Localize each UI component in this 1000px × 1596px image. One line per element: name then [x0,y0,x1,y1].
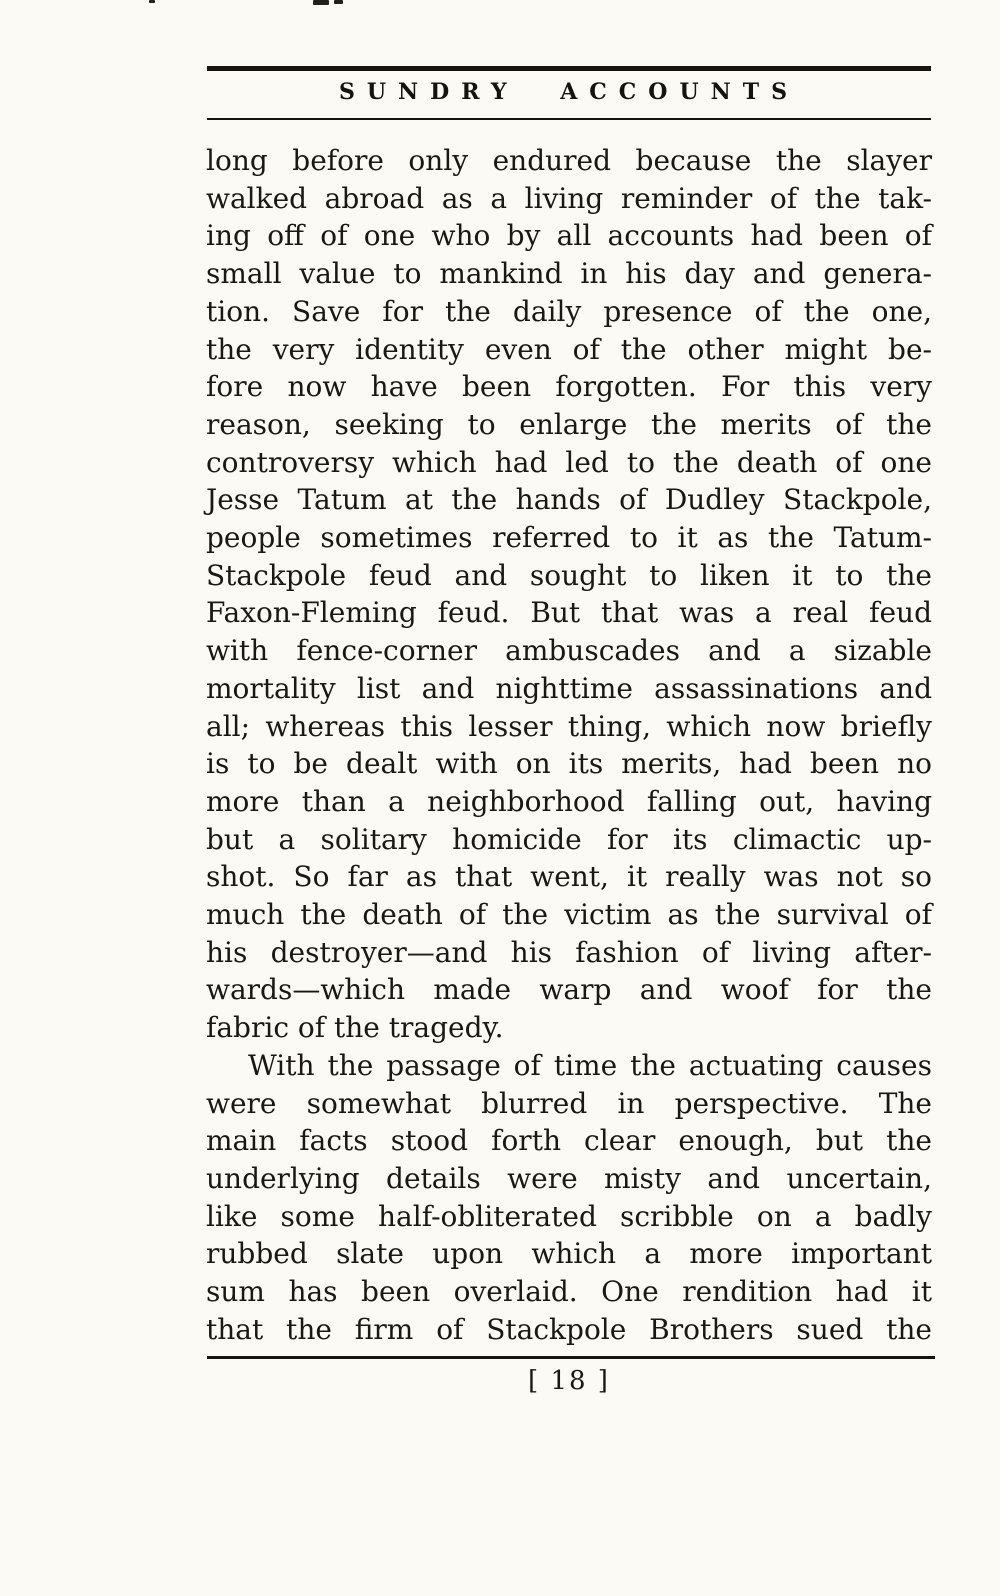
text-line: is to be dealt with on its merits, had been no [206,747,932,781]
text-line: but a solitary homicide for its climactic up- [206,822,932,856]
text-line: all; whereas this lesser thing, which now briefly [206,709,932,743]
text-line: reason, seeking to enlarge the merits of the [206,407,932,441]
text-line: underlying details were misty and uncertain, [206,1161,932,1195]
text-line: like some half-obliterated scribble on a badly [206,1199,932,1233]
text-line: were somewhat blurred in perspective. The [206,1086,932,1120]
text-line: With the passage of time the actuating causes [248,1048,932,1082]
text-line: that the firm of Stackpole Brothers sued the [206,1312,932,1346]
bottom-rule [207,1356,935,1359]
text-line: long before only endured because the slayer [206,144,932,177]
running-header: SUNDRY ACCOUNTS [338,79,800,105]
text-line: people sometimes referred to it as the Tatum- [206,521,932,555]
scan-artifact [313,0,329,5]
text-line: rubbed slate upon which a more important [206,1237,932,1271]
text-line: main facts stood forth clear enough, but the [206,1124,932,1158]
text-line: his destroyer—and his fashion of living after- [206,935,932,969]
text-line: Faxon-Fleming feud. But that was a real feud [206,596,932,630]
text-line: much the death of the victim as the survival of [206,898,932,932]
text-line: mortality list and nighttime assassinations and [206,671,932,705]
text-line: wards—which made warp and woof for the [206,973,932,1007]
text-line: shot. So far as that went, it really was not so [206,860,932,894]
text-line: small value to mankind in his day and genera- [206,257,932,291]
text-line: walked abroad as a living reminder of the tak- [206,181,932,215]
body-text [206,142,932,1349]
top-rule [207,66,931,71]
text-line: Jesse Tatum at the hands of Dudley Stackpole, [206,483,932,517]
text-line: fore now have been forgotten. For this very [206,370,932,404]
text-line: ing off of one who by all accounts had been of [206,219,932,253]
text-line: the very identity even of the other might be- [206,332,932,366]
text-line: controversy which had led to the death of one [206,445,932,479]
header-underline-rule [207,118,931,120]
text-line: more than a neighborhood falling out, having [206,784,932,818]
text-line: tion. Save for the daily presence of the one, [206,294,932,328]
scan-artifact [334,0,343,4]
text-line: Stackpole feud and sought to liken it to the [206,558,932,592]
text-line: with fence-corner ambuscades and a sizable [206,634,932,668]
text-line: fabric of the tragedy. [206,1011,504,1045]
scan-artifact [149,0,155,3]
text-line: sum has been overlaid. One rendition had it [206,1275,932,1309]
page-number: [ 18 ] [528,1366,610,1396]
